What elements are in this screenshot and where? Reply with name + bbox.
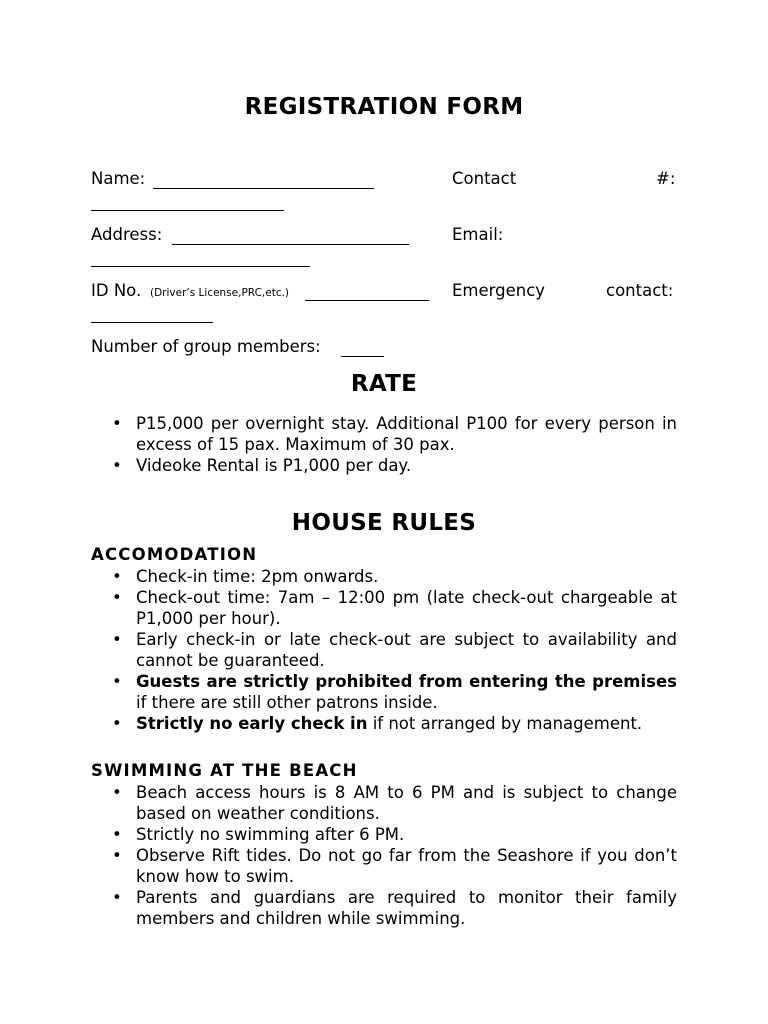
rule-text: Observe Rift tides. Do not go far from the Seashore if you don’t know how to swim. <box>136 846 677 886</box>
address-field-line <box>172 244 409 245</box>
id-field-line <box>305 300 429 301</box>
id-note: (Driver’s License,PRC,etc.) <box>150 287 290 299</box>
form-title: REGISTRATION FORM <box>244 94 524 120</box>
rule-text: Check-in time: 2pm onwards. <box>136 567 379 586</box>
accommodation-heading: ACCOMODATION <box>91 545 258 564</box>
group-members-field-line <box>341 356 384 357</box>
list-item <box>0 782 677 824</box>
rule-bold-text: Guests are strictly prohibited from entering the premises <box>136 672 677 691</box>
list-item <box>0 671 677 713</box>
rule-text: Early check-in or late check-out are subject to availability and cannot be guaranteed. <box>136 630 677 670</box>
rule-text: Check-out time: 7am – 12:00 pm (late check-out chargeable at P1,000 per hour). <box>136 588 677 628</box>
rule-text: Strictly no swimming after 6 PM. <box>136 825 405 844</box>
emergency-field-line <box>91 322 213 323</box>
name-field-line <box>153 188 374 189</box>
list-item <box>0 413 677 455</box>
list-item <box>0 566 677 587</box>
contact-hash-label: #: <box>656 169 676 188</box>
name-label: Name: <box>91 169 146 188</box>
rate-heading: RATE <box>350 371 418 397</box>
email-field-line <box>91 266 310 267</box>
swimming-heading: SWIMMING AT THE BEACH <box>91 761 358 780</box>
rule-text: if not arranged by management. <box>367 714 643 733</box>
contact-field-line <box>91 210 284 211</box>
rule-text: if there are still other patrons inside. <box>136 693 438 712</box>
rule-text: Beach access hours is 8 AM to 6 PM and is subject to change based on weather conditions. <box>136 783 677 823</box>
swimming-list <box>0 782 768 929</box>
rate-item-text: Videoke Rental is P1,000 per day. <box>136 456 412 475</box>
emergency-label: Emergency <box>452 281 546 300</box>
address-label: Address: <box>91 225 163 244</box>
accommodation-list <box>0 566 768 734</box>
list-item <box>0 455 677 476</box>
rate-item-text: P15,000 per overnight stay. Additional P100 for every person in excess of 15 pax. Maximum of 30 pax. <box>136 414 677 454</box>
emergency-contact-label: contact: <box>606 281 674 300</box>
rate-list <box>0 413 768 476</box>
list-item <box>0 824 677 845</box>
list-item <box>0 587 677 629</box>
rule-text: Parents and guardians are required to monitor their family members and children while swimming. <box>136 888 677 928</box>
list-item <box>0 713 677 734</box>
rule-bold-text: Strictly no early check in <box>136 714 368 733</box>
contact-label: Contact <box>452 169 517 188</box>
group-members-label: Number of group members: <box>91 337 321 356</box>
list-item <box>0 887 677 929</box>
house-rules-heading: HOUSE RULES <box>291 510 477 536</box>
list-item <box>0 629 677 671</box>
email-label: Email: <box>452 225 504 244</box>
list-item <box>0 845 677 887</box>
id-label: ID No. <box>91 281 142 300</box>
